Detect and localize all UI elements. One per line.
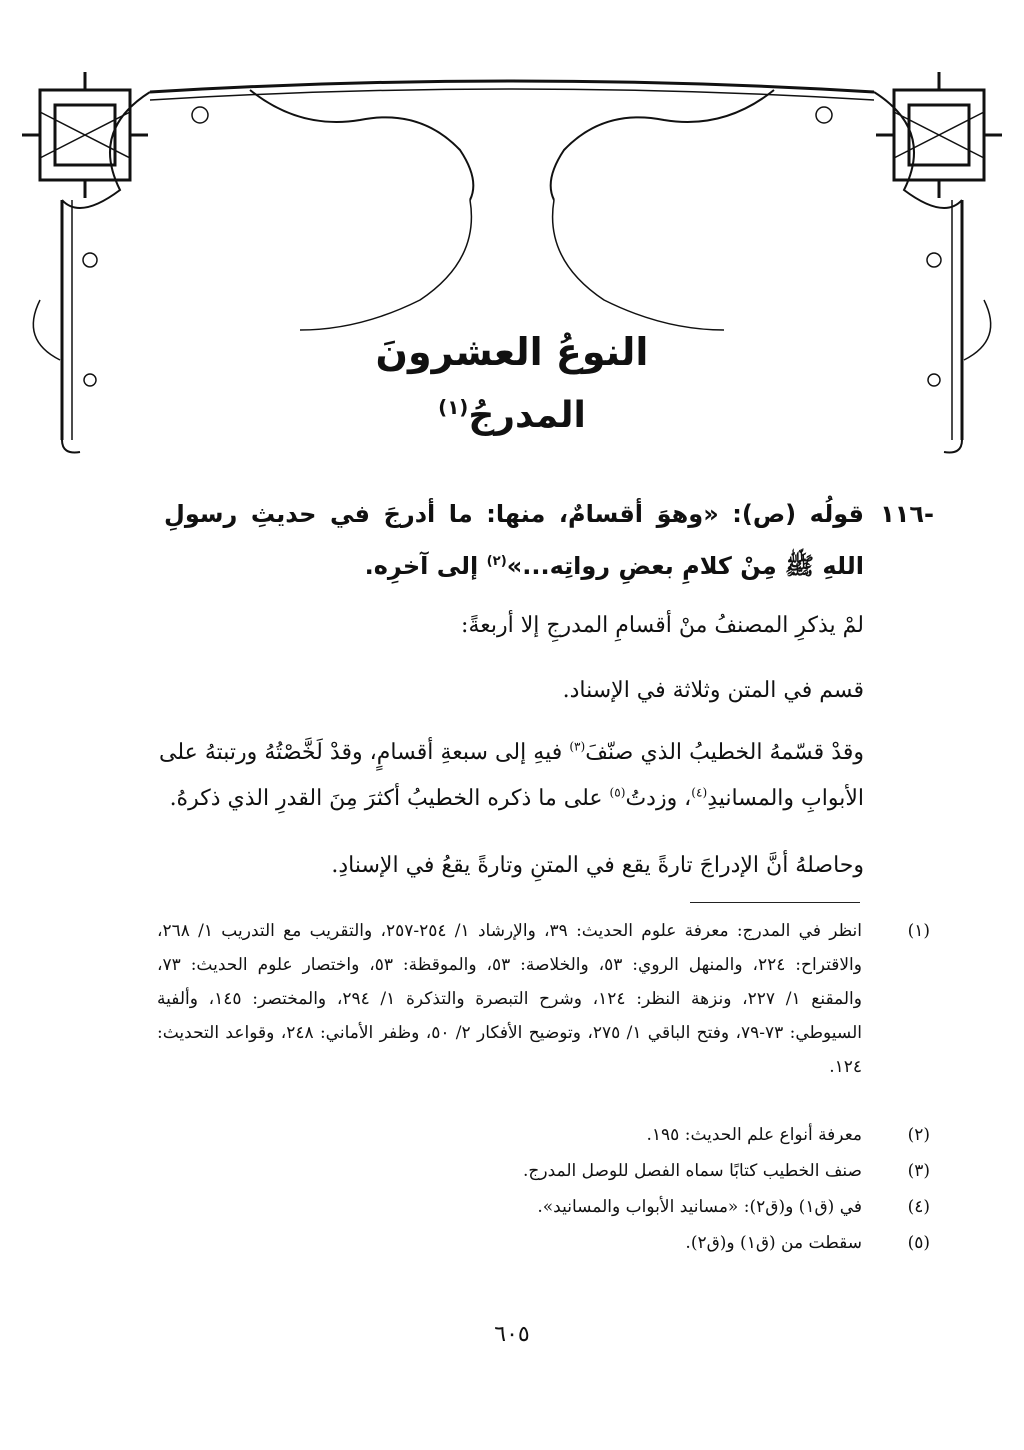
footnote-ref: (٣) (569, 739, 586, 754)
footnote-divider (690, 902, 860, 903)
subtitle-text: المدرجُ (468, 395, 586, 436)
paragraph: قسم في المتن وثلاثة في الإسناد. (562, 678, 864, 703)
footnote (157, 1118, 930, 1152)
paragraph: وحاصلهُ أنَّ الإدراجَ تارةً يقع في المتنِ وتارةً يقعُ في الإسنادِ. (331, 853, 864, 878)
footnote-text: انظر في المدرج: معرفة علوم الحديث: ٣٩، والإرشاد ١/ ٢٥٤-٢٥٧، والتقريب مع التدريب ١/ ٢٦٨، والاقتراح: ٢٢٤، والمنهل الروي: ٥٣، والخلاصة: ٥٣، والموقظة: ٥٣، واختصار علوم الحديث: ٧٣، والمقنع ١/ ٢٢٧، ونزهة النظر: ١٢٤، وشرح التبصرة والتذكرة ١/ ٢٩٤، والمختصر: ١٤٥، وألفية السيوطي: ٧٣-٧٩، وفتح الباقي ١/ ٢٧٥، وتوضيح الأفكار ٢/ ٥٠، وظفر الأماني: ٢٤٨، وقواعد التحديث: ١٢٤. (157, 921, 862, 1077)
paragraph-text: فيهِ إلى سبعةِ أقسامٍ، وقدْ لَخَّصْتُهُ ورتبتهُ على الأبوابِ والمسانيدِ (159, 740, 864, 811)
lead-text: قولُه (ص): «وهوَ أقسامٌ، منها: ما أدرجَ في حديثِ رسولِ اللهِ ﷺ مِنْ كلامِ بعضِ رواتِه...» (164, 500, 864, 580)
footnote-number: (٥) (907, 1233, 930, 1253)
page-number: ٦٠٥ (494, 1322, 530, 1347)
footnote-number: (١) (907, 921, 930, 941)
footnote-ref: (٢) (486, 554, 507, 569)
paragraph: لمْ يذكرِ المصنفُ منْ أقسامِ المدرجِ إلا أربعةً: (461, 613, 864, 638)
footnote-ref: (٤) (691, 785, 708, 800)
footnote-number: (٢) (907, 1125, 930, 1145)
footnote-text: معرفة أنواع علم الحديث: ١٩٥. (646, 1125, 862, 1145)
lead-tail: إلى آخرِه. (364, 552, 487, 580)
chapter-subtitle (0, 395, 1024, 436)
footnote (157, 914, 930, 1084)
entry-lead (164, 488, 864, 592)
footnote-ref: (٥) (609, 785, 626, 800)
footnote-text: في (ق١) و(ق٢): «مسانيد الأبواب والمسانيد». (537, 1197, 862, 1217)
paragraph-text: ، وزدتُ (625, 786, 692, 811)
paragraph-text: على ما ذكره الخطيبُ أكثرَ مِنَ القدرِ الذي ذكرهُ. (169, 786, 610, 811)
footnote (157, 1226, 930, 1260)
chapter-title: النوعُ العشرونَ (375, 330, 649, 374)
footnote-number: (٤) (907, 1197, 930, 1217)
footnote-text: سقطت من (ق١) و(ق٢). (685, 1233, 862, 1253)
footnote (157, 1190, 930, 1224)
footnote-text: صنف الخطيب كتابًا سماه الفصل للوصل المدرج. (523, 1161, 862, 1181)
footnote-number: (٣) (907, 1161, 930, 1181)
footnote-ref: (١) (438, 396, 469, 419)
ornamental-frame (0, 0, 1024, 460)
paragraph-text: وقدْ قسّمهُ الخطيبُ الذي صنّفَ (585, 740, 864, 765)
paragraph (159, 730, 864, 822)
footnote (157, 1154, 930, 1188)
entry-number: -١١٦ (880, 500, 934, 528)
